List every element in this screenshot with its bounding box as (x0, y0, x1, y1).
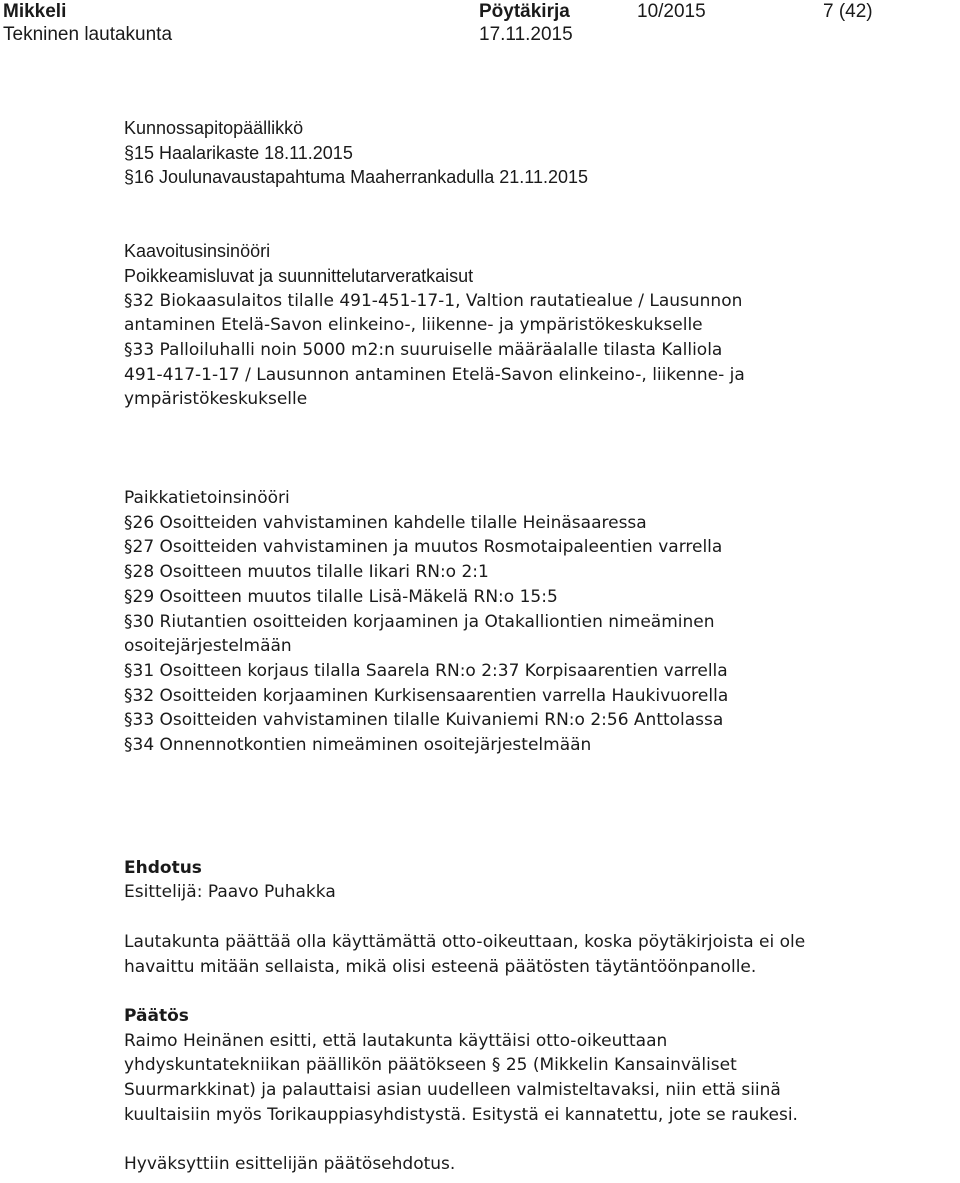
proposal-section (124, 856, 944, 980)
list-item: §32 Biokaasulaitos tilalle 491-451-17-1, Valtion rautatiealue / Lausunnon (124, 290, 743, 311)
list-item: ympäristökeskukselle (124, 389, 308, 410)
list-item: 491-417-1-17 / Lausunnon antaminen Etelä-Savon elinkeino-, liikenne- ja (124, 364, 745, 385)
list-item: antaminen Etelä-Savon elinkeino-, liikenne- ja ympäristökeskukselle (124, 315, 703, 336)
list-item: §29 Osoitteen muutos tilalle Lisä-Mäkelä RN:o 15:5 (124, 586, 558, 607)
page-header (0, 0, 960, 50)
org-name: Mikkeli (3, 1, 67, 22)
list-item: §32 Osoitteiden korjaaminen Kurkisensaarentien varrella Haukivuorella (124, 685, 729, 706)
decision-text-line: yhdyskuntatekniikan päällikön päätökseen § 25 (Mikkelin Kansainväliset (124, 1055, 737, 1076)
decision-text-line: Suurmarkkinat) ja palauttaisi asian uudelleen valmisteltavaksi, niin että siinä (124, 1080, 781, 1101)
proposal-heading: Ehdotus (124, 857, 202, 878)
decision-heading: Päätös (124, 1005, 189, 1026)
presenter-line: Esittelijä: Paavo Puhakka (124, 882, 336, 903)
list-item: §28 Osoitteen muutos tilalle Iikari RN:o 2:1 (124, 562, 489, 583)
proposal-text-line: Lautakunta päättää olla käyttämättä otto-oikeuttaan, koska pöytäkirjoista ei ole (124, 931, 806, 952)
list-item: osoitejärjestelmään (124, 636, 292, 657)
document-type: Pöytäkirja (479, 1, 570, 22)
group-paikkatietoinsinoori (124, 486, 944, 758)
group-kaavoitusinsinoori (124, 239, 944, 412)
decision-text-line: kuultaisiin myös Torikauppiasyhdistystä. Esitystä ei kannatettu, jote se raukesi. (124, 1104, 798, 1125)
list-item: §15 Haalarikaste 18.11.2015 (124, 142, 353, 163)
group-title: Kunnossapitopäällikkö (124, 118, 304, 138)
group-subtitle: Poikkeamisluvat ja suunnittelutarveratkaisut (124, 265, 474, 286)
list-item: §34 Onnennotkontien nimeäminen osoitejärjestelmään (124, 735, 592, 756)
list-item: §26 Osoitteiden vahvistaminen kahdelle tilalle Heinäsaaressa (124, 512, 647, 533)
decision-accepted-line: Hyväksyttiin esittelijän päätösehdotus. (124, 1154, 456, 1175)
meeting-date: 17.11.2015 (479, 24, 573, 45)
decision-text-line: Raimo Heinänen esitti, että lautakunta käyttäisi otto-oikeuttaan (124, 1030, 668, 1051)
proposal-text-line: havaittu mitään sellaista, mikä olisi esteenä päätösten täytäntöönpanolle. (124, 956, 757, 977)
list-item: §33 Palloiluhalli noin 5000 m2:n suuruiselle määräalalle tilasta Kalliola (124, 339, 723, 360)
list-item: §16 Joulunavaustapahtuma Maaherrankadulla 21.11.2015 (124, 167, 589, 188)
list-item: §33 Osoitteiden vahvistaminen tilalle Kuivaniemi RN:o 2:56 Anttolassa (124, 710, 724, 731)
group-title: Paikkatietoinsinööri (124, 488, 290, 509)
group-kunnossapitopaallikko (124, 116, 944, 190)
document-body (124, 116, 944, 1177)
decision-section (124, 1004, 944, 1177)
document-number: 10/2015 (637, 1, 706, 22)
page-number: 7 (42) (823, 1, 873, 22)
group-title: Kaavoitusinsinööri (124, 241, 271, 262)
list-item: §31 Osoitteen korjaus tilalla Saarela RN:o 2:37 Korpisaarentien varrella (124, 660, 728, 681)
list-item: §27 Osoitteiden vahvistaminen ja muutos Rosmotaipaleentien varrella (124, 537, 723, 558)
department-name: Tekninen lautakunta (3, 24, 173, 45)
list-item: §30 Riutantien osoitteiden korjaaminen ja Otakalliontien nimeäminen (124, 611, 715, 632)
